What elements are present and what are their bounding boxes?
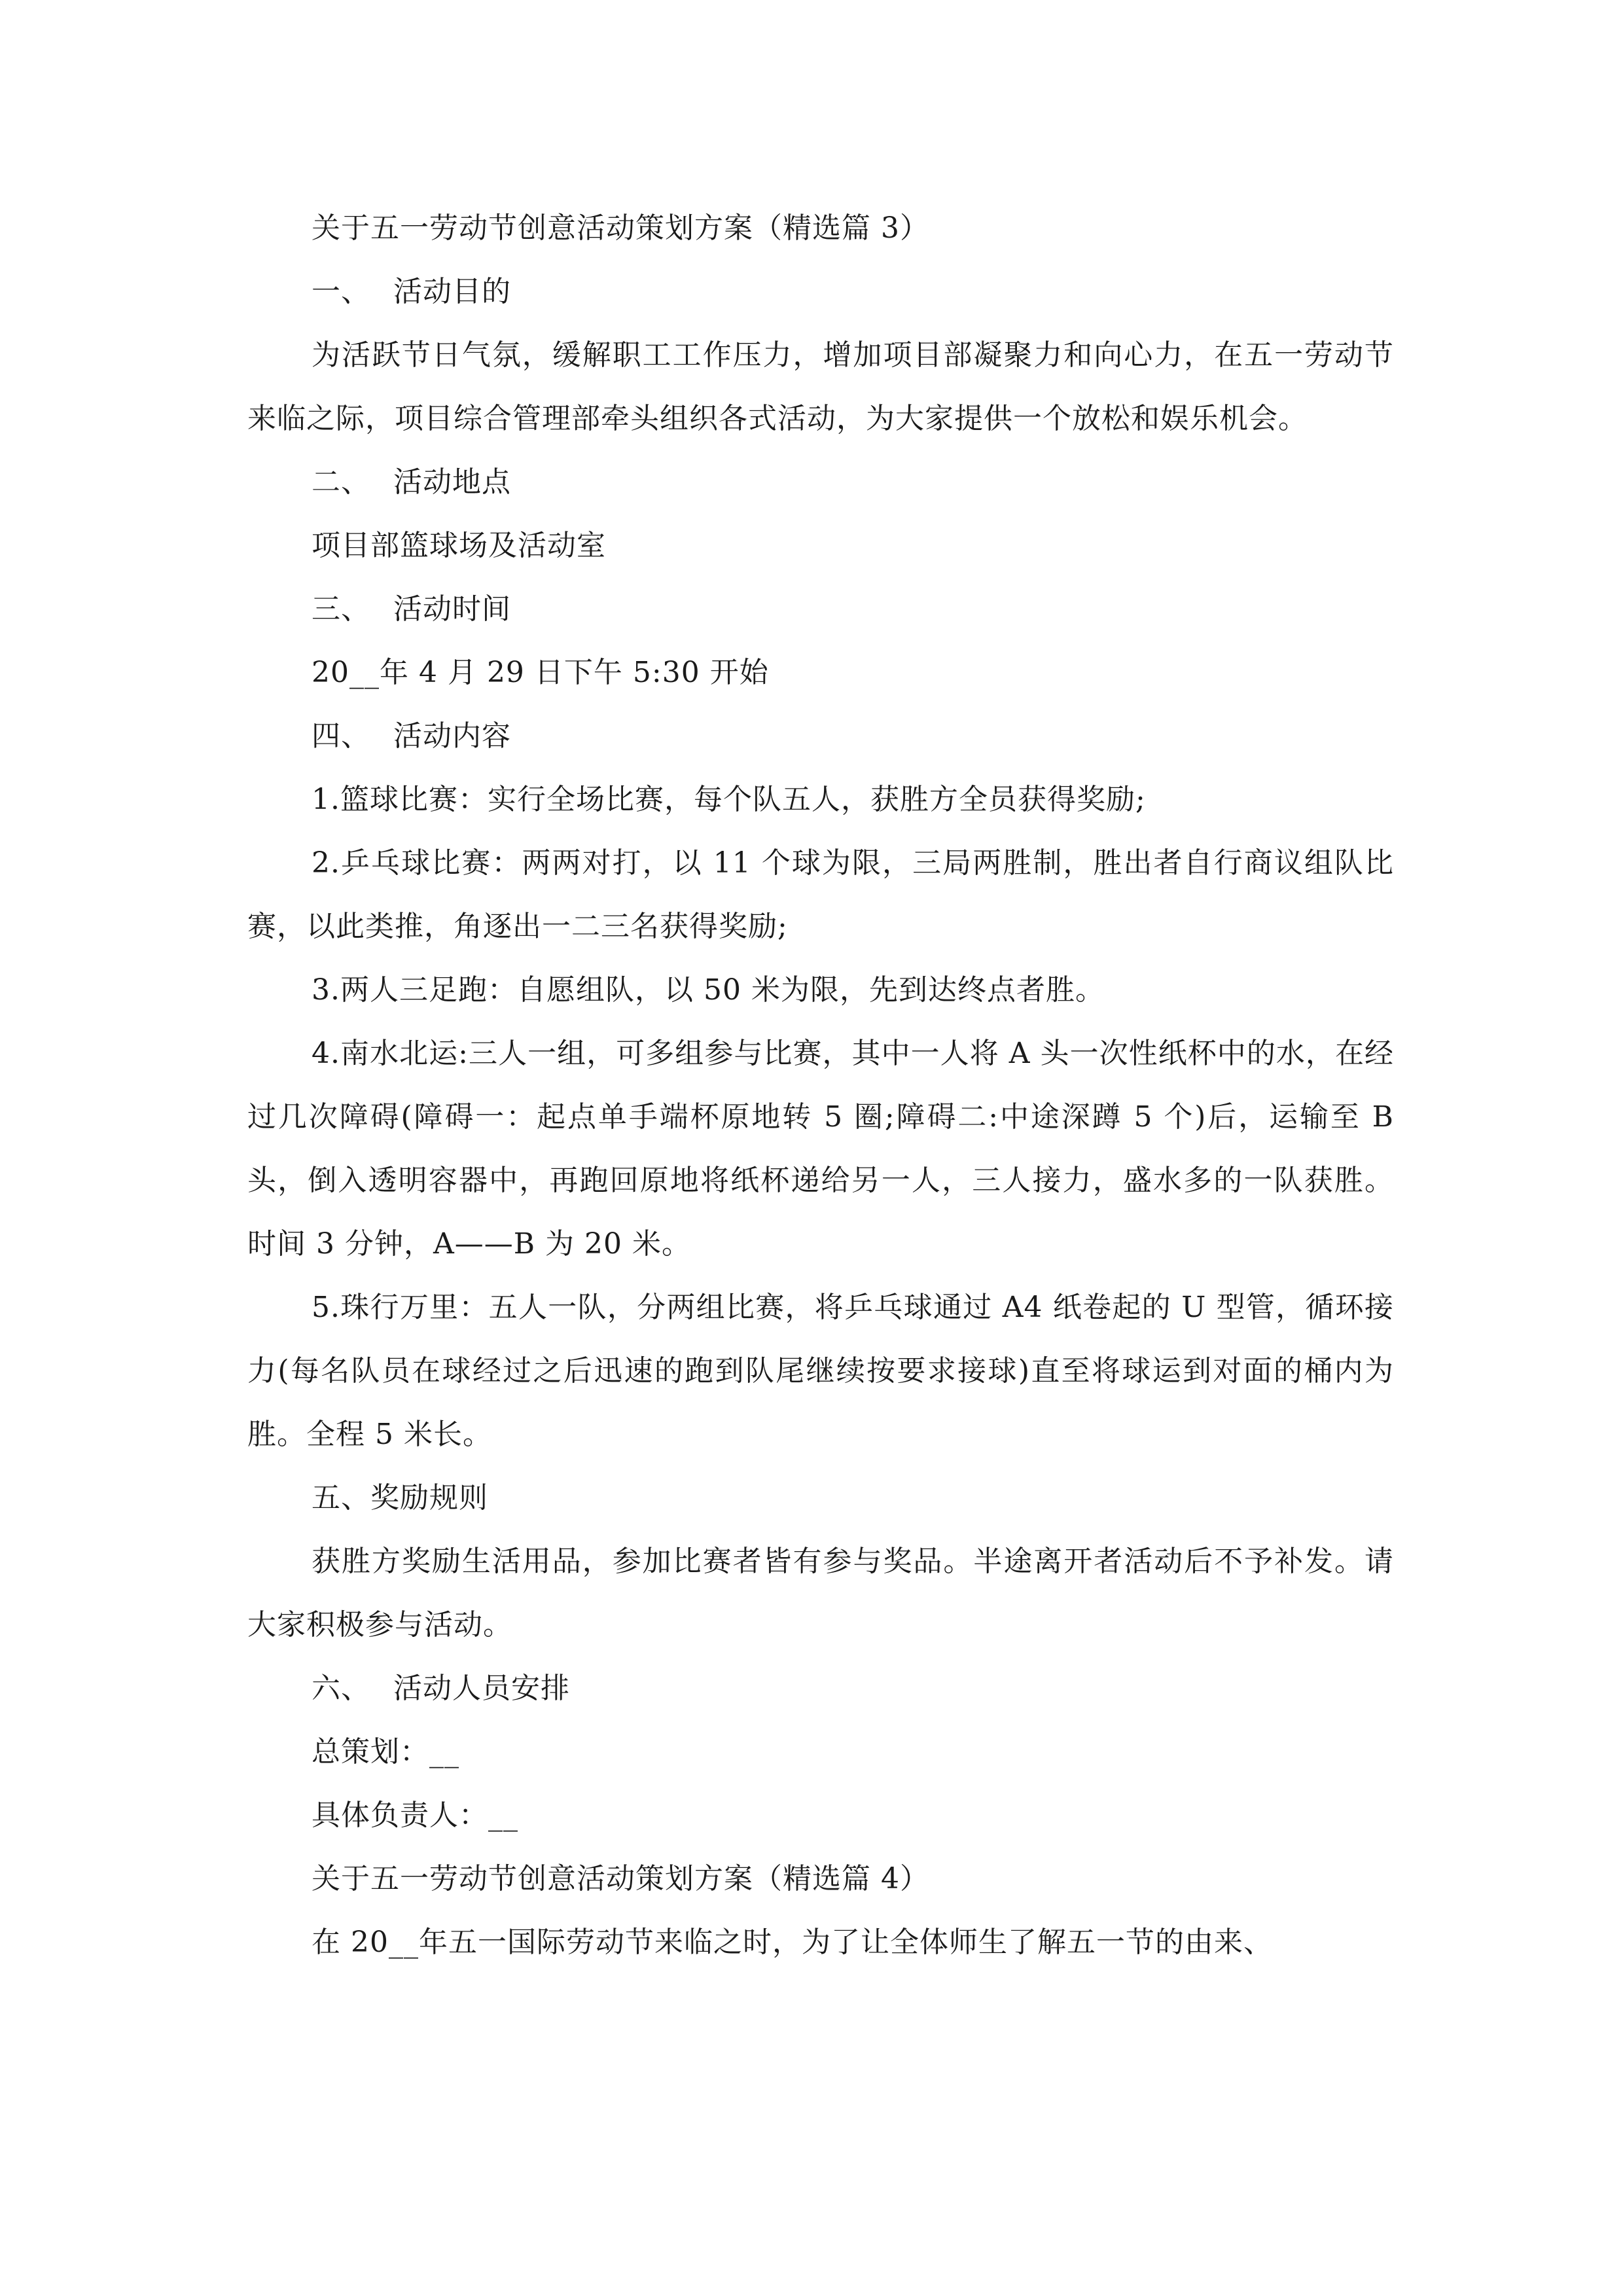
document-body [247, 196, 1394, 1974]
heading-reward: 五、奖励规则 [312, 1481, 488, 1515]
list-item-basketball: 1.篮球比赛：实行全场比赛，每个队五人，获胜方全员获得奖励; [312, 783, 1146, 816]
heading-purpose [247, 260, 1394, 323]
heading-number: 六、 [312, 1672, 370, 1705]
heading-time [247, 577, 1394, 641]
list-item-ball-relay: 5.珠行万里：五人一队，分两组比赛，将乒乓球通过 A4 纸卷起的 U 型管，循环接力(每名队员在球经过之后迅速的跑到队尾继续按要求接球)直至将球运到对面的桶内为胜。全程 5 米长。 [247, 1291, 1394, 1451]
list-item-water-relay: 4.南水北运:三人一组，可多组参与比赛，其中一人将 A 头一次性纸杯中的水，在经过几次障碍(障碍一：起点单手端杯原地转 5 圈;障碍二:中途深蹲 5 个)后，运输至 B 头，倒入透明容器中，再跑回原地将纸杯递给另一人，三人接力，盛水多的一队获胜。时间 3 分钟，A——B 为 20 米。 [247, 1037, 1394, 1261]
planner-line: 总策划：__ [312, 1735, 459, 1768]
heading-text: 活动目的 [393, 275, 511, 308]
heading-text: 活动人员安排 [393, 1672, 570, 1705]
heading-number: 三、 [312, 592, 370, 626]
paragraph-reward: 获胜方奖励生活用品，参加比赛者皆有参与奖品。半途离开者活动后不予补发。请大家积极参与活动。 [247, 1545, 1394, 1641]
paragraph-purpose: 为活跃节日气氛，缓解职工工作压力，增加项目部凝聚力和向心力，在五一劳动节来临之际，项目综合管理部牵头组织各式活动，为大家提供一个放松和娱乐机会。 [247, 338, 1394, 435]
heading-number: 四、 [312, 719, 370, 753]
section-title-3: 关于五一劳动节创意活动策划方案（精选篇 3） [312, 211, 929, 245]
heading-number: 二、 [312, 465, 370, 499]
heading-staff [247, 1657, 1394, 1720]
heading-text: 活动时间 [393, 592, 511, 626]
paragraph-time: 20__年 4 月 29 日下午 5:30 开始 [312, 656, 769, 689]
heading-text: 活动内容 [393, 719, 511, 753]
paragraph-intro-4: 在 20__年五一国际劳动节来临之时，为了让全体师生了解五一节的由来、 [312, 1926, 1273, 1959]
person-in-charge-line: 具体负责人：__ [312, 1799, 518, 1832]
heading-number: 一、 [312, 275, 370, 308]
paragraph-place: 项目部篮球场及活动室 [312, 529, 606, 562]
section-title-4: 关于五一劳动节创意活动策划方案（精选篇 4） [312, 1862, 929, 1895]
list-item-table-tennis: 2.乒乓球比赛：两两对打，以 11 个球为限，三局两胜制，胜出者自行商议组队比赛，以此类推，角逐出一二三名获得奖励; [247, 846, 1394, 943]
heading-content [247, 704, 1394, 768]
list-item-three-legged-race: 3.两人三足跑：自愿组队，以 50 米为限，先到达终点者胜。 [312, 973, 1105, 1007]
heading-place [247, 450, 1394, 514]
heading-text: 活动地点 [393, 465, 511, 499]
